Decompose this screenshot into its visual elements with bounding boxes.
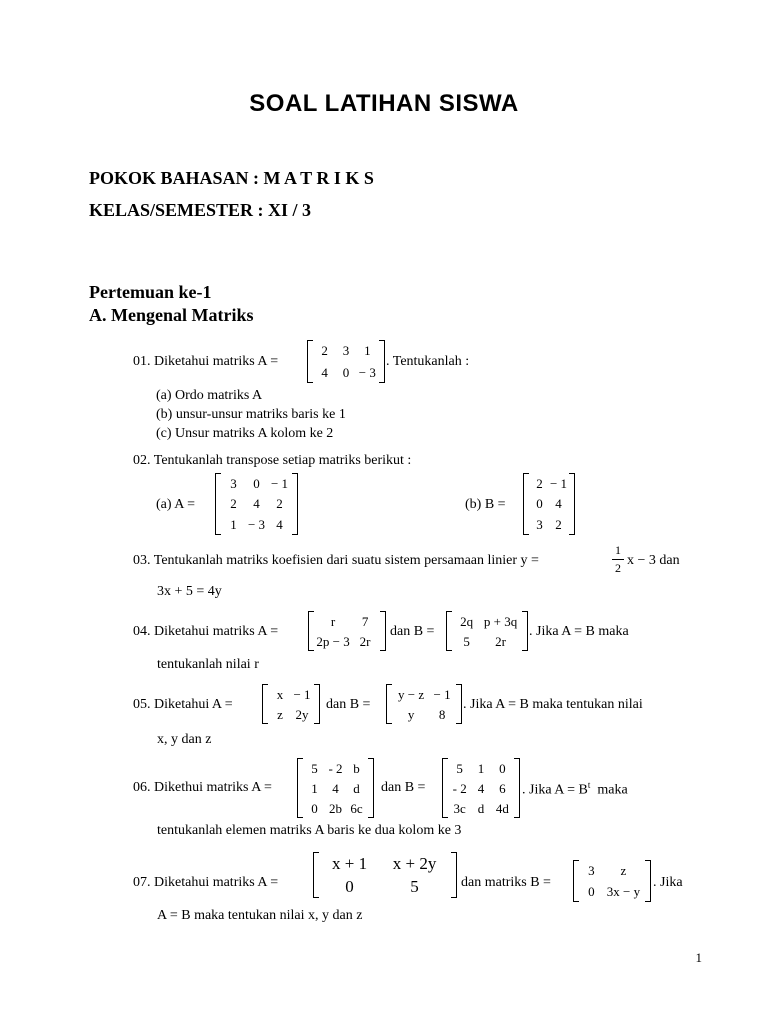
matrix-cell: 6c bbox=[350, 800, 363, 816]
matrix-cell: 4 bbox=[321, 364, 328, 380]
q04-matrix-a bbox=[308, 611, 386, 651]
matrix-cell: x bbox=[276, 686, 284, 702]
matrix-cell: 1 bbox=[364, 343, 371, 359]
matrix-cell: 8 bbox=[438, 706, 446, 722]
q06-mid: dan B = bbox=[381, 780, 426, 795]
matrix-cell: 4 bbox=[332, 780, 339, 796]
q07-lead: 07. Diketahui matriks A = bbox=[133, 875, 279, 890]
q05-lead: 05. Diketahui A = bbox=[133, 697, 233, 712]
matrix-cell: 2 bbox=[276, 496, 283, 512]
matrix-cell: r bbox=[330, 613, 336, 629]
q02-lead: 02. Tentukanlah transpose setiap matriks berikut : bbox=[133, 453, 412, 468]
q02-matrix-b bbox=[523, 473, 575, 535]
q04-lead: 04. Diketahui matriks A = bbox=[133, 624, 279, 639]
q06-lead: 06. Dikethui matriks A = bbox=[133, 780, 272, 795]
matrix-cell: − 1 bbox=[549, 475, 568, 491]
matrix-cell: 4 bbox=[555, 496, 562, 512]
matrix-cell: 1 bbox=[311, 780, 318, 796]
matrix-cell: 1 bbox=[230, 517, 237, 533]
matrix-cell: x + 1 bbox=[331, 854, 368, 873]
q07-matrix-a bbox=[313, 852, 457, 898]
q01-item-a: (a) Ordo matriks A bbox=[156, 388, 263, 403]
matrix-cell: 4 bbox=[477, 780, 485, 796]
q02-b-label: (b) B = bbox=[465, 497, 506, 512]
matrix-cell: 5 bbox=[463, 633, 470, 649]
matrix-cell: − 3 bbox=[247, 517, 266, 533]
matrix-cell: 0 bbox=[345, 877, 354, 896]
matrix-cell: 0 bbox=[342, 364, 350, 380]
matrix-cell: 6 bbox=[499, 780, 506, 796]
matrix-cell: 0 bbox=[311, 800, 318, 816]
q07-line2: A = B maka tentukan nilai x, y dan z bbox=[157, 908, 363, 923]
q05-tail: . Jika A = B maka tentukan nilai bbox=[463, 697, 643, 712]
topic-line: POKOK BAHASAN : M A T R I K S bbox=[89, 168, 374, 188]
page-number: 1 bbox=[695, 950, 702, 965]
transpose-superscript: t bbox=[587, 780, 591, 790]
q05-line2: x, y dan z bbox=[157, 732, 212, 747]
class-semester-line: KELAS/SEMESTER : XI / 3 bbox=[89, 200, 312, 220]
q01-lead: 01. Diketahui matriks A = bbox=[133, 354, 279, 369]
matrix-cell: - 2 bbox=[328, 760, 343, 776]
matrix-cell: 2y bbox=[295, 706, 309, 722]
matrix-cell: 3 bbox=[588, 863, 595, 878]
matrix-cell: 0 bbox=[253, 475, 260, 491]
q06-matrix-b bbox=[442, 758, 520, 818]
matrix-cell: z bbox=[620, 863, 627, 878]
matrix-cell: - 2 bbox=[452, 780, 467, 796]
q07-mid: dan matriks B = bbox=[461, 875, 551, 890]
q03-tail: x − 3 dan bbox=[627, 553, 680, 568]
matrix-cell: 2p − 3 bbox=[316, 633, 350, 649]
fraction-denominator: 2 bbox=[615, 561, 621, 575]
fraction-numerator: 1 bbox=[615, 543, 621, 557]
matrix-cell: 2q bbox=[460, 613, 474, 629]
section-heading: A. Mengenal Matriks bbox=[89, 305, 254, 325]
q05-matrix-a bbox=[262, 684, 320, 724]
matrix-cell: − 1 bbox=[433, 686, 451, 702]
matrix-cell: 3c bbox=[453, 800, 466, 816]
matrix-cell: 2b bbox=[329, 800, 342, 816]
matrix-cell: y − z bbox=[398, 686, 425, 702]
matrix-cell: 5 bbox=[410, 877, 419, 896]
q04-matrix-b bbox=[446, 611, 528, 651]
matrix-cell: 2 bbox=[230, 496, 237, 512]
matrix-cell: y bbox=[407, 706, 415, 722]
matrix-cell: − 1 bbox=[270, 475, 289, 491]
q04-mid: dan B = bbox=[390, 624, 435, 639]
q03-fraction bbox=[612, 543, 624, 576]
matrix-cell: 0 bbox=[536, 496, 543, 512]
q06-line2: tentukanlah elemen matriks A baris ke dua kolom ke 3 bbox=[157, 823, 462, 838]
matrix-cell: 3x − y bbox=[606, 884, 641, 899]
matrix-cell: 2r bbox=[495, 633, 507, 649]
matrix-cell: z bbox=[277, 706, 283, 722]
q01-tail: . Tentukanlah : bbox=[386, 354, 470, 369]
matrix-cell: 4 bbox=[276, 517, 283, 533]
q07-tail: . Jika bbox=[653, 875, 683, 890]
matrix-cell: 2 bbox=[321, 343, 328, 359]
matrix-cell: 2 bbox=[555, 517, 562, 533]
q01-item-c: (c) Unsur matriks A kolom ke 2 bbox=[156, 426, 334, 441]
matrix-cell: 1 bbox=[477, 760, 485, 776]
q05-mid: dan B = bbox=[326, 697, 371, 712]
matrix-cell: 3 bbox=[230, 475, 237, 491]
q06-tail bbox=[522, 780, 628, 799]
q03-lead: 03. Tentukanlah matriks koefisien dari suatu sistem persamaan linier y = bbox=[133, 553, 539, 568]
matrix-cell: p + 3q bbox=[483, 613, 518, 629]
q06-tail-maka: maka bbox=[597, 782, 628, 798]
matrix-cell: x + 2y bbox=[392, 854, 437, 873]
matrix-cell: − 1 bbox=[293, 686, 311, 702]
q04-line2: tentukanlah nilai r bbox=[157, 657, 259, 672]
matrix-cell: d bbox=[353, 780, 360, 796]
q05-matrix-b bbox=[386, 684, 462, 724]
matrix-cell: 4 bbox=[253, 496, 260, 512]
q06-matrix-a bbox=[297, 758, 374, 818]
q07-matrix-b bbox=[573, 860, 651, 902]
matrix-cell: 5 bbox=[311, 760, 318, 776]
matrix-cell: b bbox=[353, 760, 360, 776]
matrix-cell: 4d bbox=[495, 800, 509, 816]
q02-matrix-a bbox=[215, 473, 298, 535]
matrix-cell: 2r bbox=[359, 633, 371, 649]
matrix-cell: 0 bbox=[588, 884, 595, 899]
q04-tail: . Jika A = B maka bbox=[529, 624, 629, 639]
meeting-label: Pertemuan ke-1 bbox=[89, 282, 212, 302]
matrix-cell: 3 bbox=[342, 343, 350, 359]
q03-line2: 3x + 5 = 4y bbox=[157, 584, 222, 599]
q02-a-label: (a) A = bbox=[156, 497, 195, 512]
q06-tail-text: . Jika A = B bbox=[522, 782, 588, 798]
matrix-cell: 7 bbox=[361, 613, 369, 629]
matrix-cell: 0 bbox=[499, 760, 506, 776]
page-title: SOAL LATIHAN SISWA bbox=[249, 90, 519, 117]
matrix-cell: 3 bbox=[536, 517, 543, 533]
q01-matrix-a bbox=[307, 340, 385, 383]
matrix-cell: 2 bbox=[536, 475, 543, 491]
matrix-cell: 5 bbox=[456, 760, 463, 776]
matrix-cell: d bbox=[477, 800, 485, 816]
matrix-cell: − 3 bbox=[358, 364, 376, 380]
q01-item-b: (b) unsur-unsur matriks baris ke 1 bbox=[156, 407, 346, 422]
